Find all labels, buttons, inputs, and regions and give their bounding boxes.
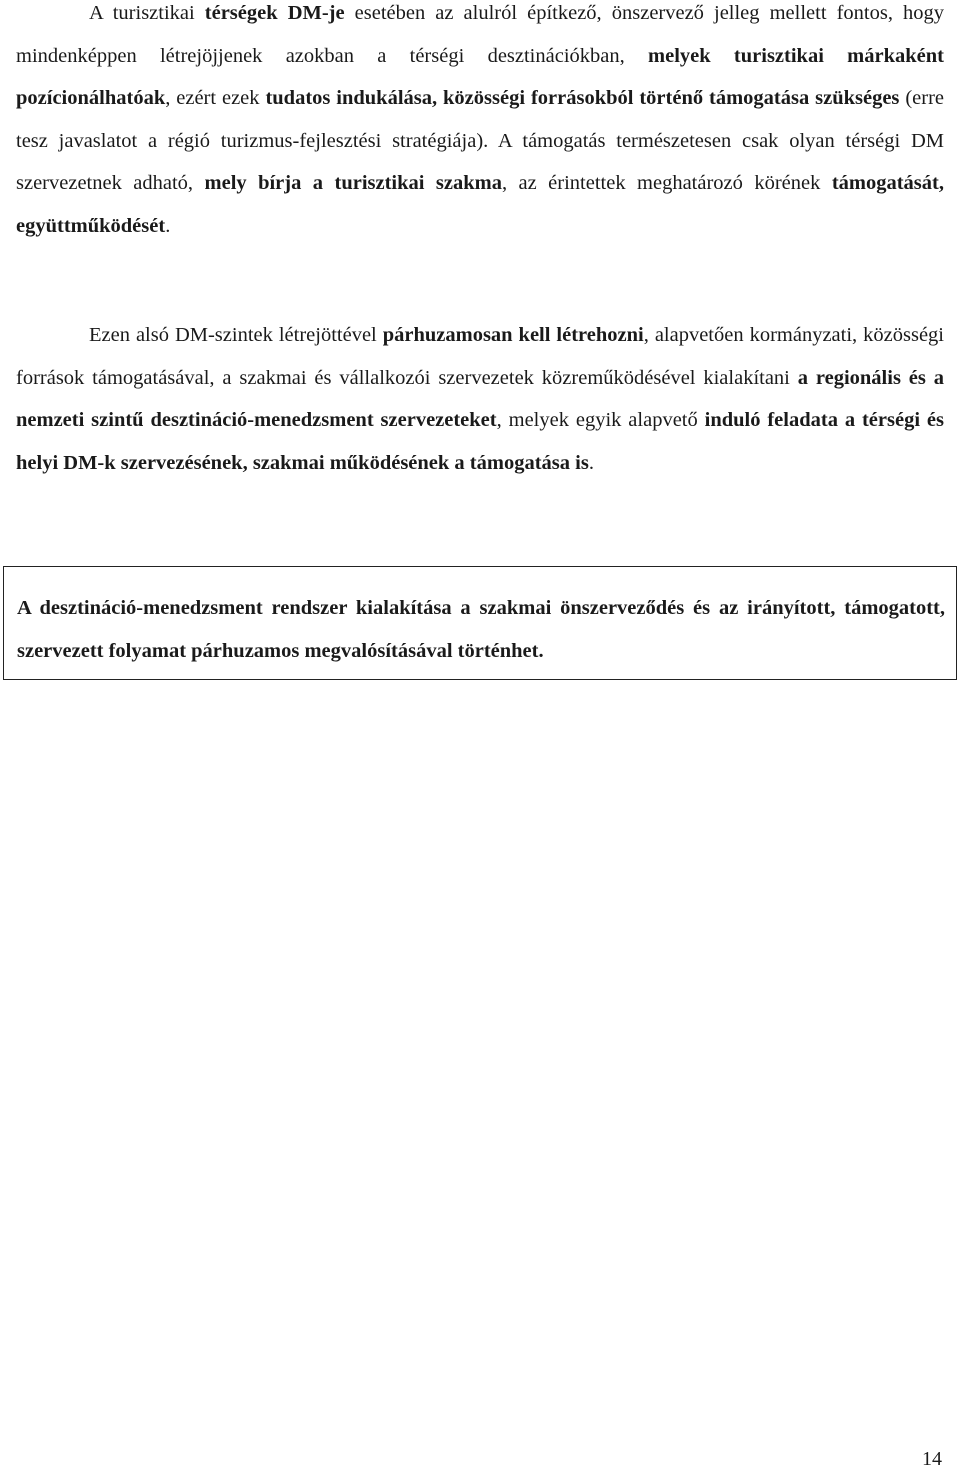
p2-bold-2: a regionális és a nemzeti szintű desztináció-menedzsment szervezeteket <box>16 366 944 432</box>
p1-text-3: , ezért ezek <box>165 87 266 110</box>
p1-bold-2: melyek turisztikai márkaként pozícionálhatóak <box>16 44 944 110</box>
p1-text-2: esetében az alulról építkező, önszervező jelleg mellett fontos, hogy mindenképpen létrejöjjenek azokban a térségi desztinációkban, <box>16 2 945 67</box>
p2-text-3: , melyek egyik alapvető <box>496 409 705 432</box>
p1-bold-4: mely bírja a turisztikai szakma <box>204 172 502 195</box>
highlight-box-text: A desztináció-menedzsment rendszer kialakítása a szakmai önszerveződés és az irányított, támogatott, szervezett folyamat párhuzamos megvalósításával történhet. <box>17 597 945 662</box>
p1-bold-1: térségek DM-je <box>204 2 345 24</box>
p2-text-4: . <box>588 451 594 474</box>
paragraph-1 <box>16 0 944 248</box>
p1-text-1: A turisztikai <box>89 2 205 24</box>
p1-text-4: (erre tesz javaslatot a régió turizmus-fejlesztési stratégiája). A támogatás természetesen csak olyan térségi DM szervezetnek adható, <box>16 87 944 195</box>
paragraph-2 <box>16 314 944 484</box>
highlight-box <box>3 566 957 680</box>
p1-text-5: , az érintettek meghatározó körének <box>501 172 832 195</box>
p2-bold-3: induló feladata a térségi és helyi DM-k szervezésének, szakmai működésének a támogatása is <box>16 409 944 474</box>
p1-bold-5: támogatását, együttműködését <box>16 172 944 237</box>
page-number: 14 <box>922 1448 942 1470</box>
p2-text-1: Ezen alsó DM-szintek létrejöttével <box>89 324 383 346</box>
p2-bold-1: párhuzamosan kell létrehozni <box>382 324 644 346</box>
p1-bold-3: tudatos indukálása, közösségi forrásokból történő támogatása szükséges <box>265 87 900 110</box>
p2-text-2: , alapvetően kormányzati, közösségi források támogatásával, a szakmai és vállalkozói szervezetek közreműködésével kialakítani <box>16 324 944 389</box>
p1-text-6: . <box>165 214 171 237</box>
